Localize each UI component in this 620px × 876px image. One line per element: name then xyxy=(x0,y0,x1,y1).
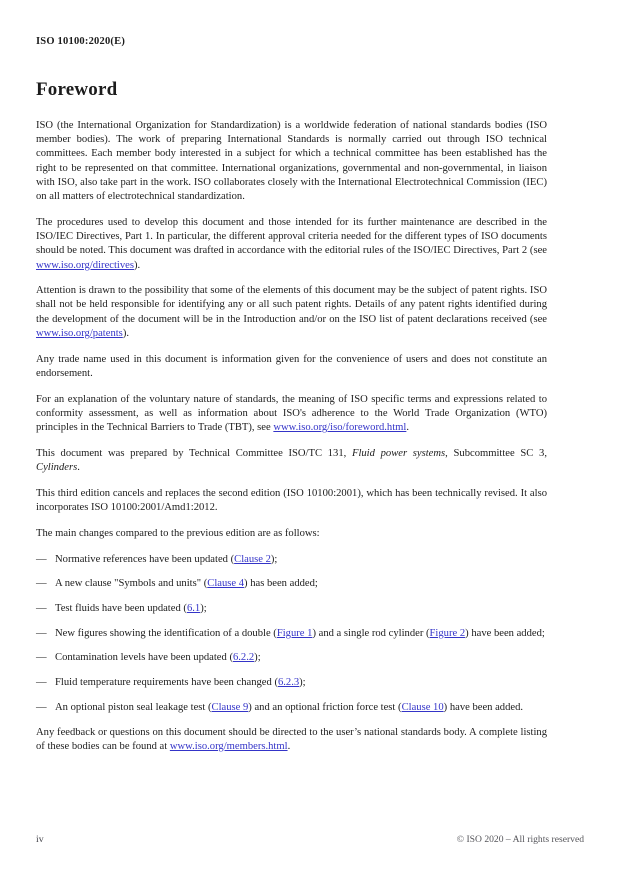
list-item-text-after: ) has been added; xyxy=(244,578,318,590)
paragraph-procedures xyxy=(36,216,547,273)
paragraph-technical-committee-text-after: . xyxy=(77,462,80,474)
list-item xyxy=(36,701,547,715)
link-figure-1[interactable]: Figure 1 xyxy=(276,627,313,639)
list-item xyxy=(36,553,547,567)
link-clause-10[interactable]: Clause 10 xyxy=(401,701,444,713)
list-bullet-dash: — xyxy=(36,677,47,689)
link-clause-9[interactable]: Clause 9 xyxy=(211,701,249,713)
paragraph-procedures-text-after: ). xyxy=(133,259,141,271)
link-iso-foreword[interactable]: www.iso.org/iso/foreword.html xyxy=(273,422,407,434)
paragraph-edition-history: This third edition cancels and replaces the second edition (ISO 10100:2001), which has been technically revised. It also incorporates ISO 10100:2001/Amd1:2012. xyxy=(36,487,547,514)
document-body xyxy=(36,80,547,766)
paragraph-trade-name: Any trade name used in this document is information given for the convenience of users and does not constitute an endorsement. xyxy=(36,353,547,379)
list-item xyxy=(36,651,547,665)
list-item-text-after: ) have been added; xyxy=(465,627,545,639)
link-clause-4[interactable]: Clause 4 xyxy=(207,578,245,590)
paragraph-voluntary-nature-text-after: . xyxy=(406,422,410,434)
list-bullet-dash: — xyxy=(36,701,47,713)
paragraph-iso-description: ISO (the International Organization for Standardization) is a worldwide federation of national standards bodies (ISO member bodies). The work of preparing International Standards is normally carried out through ISO technical committees. Each member body interested in a subject for which a technical committee has been established has the right to be represented on that committee. International organizations, governmental and non-governmental, in liaison with ISO, also take part in the work. ISO collaborates closely with the International Electrotechnical Commission (IEC) on all matters of electrotechnical standardization. xyxy=(36,119,547,203)
changes-list xyxy=(36,553,547,716)
list-item-text-after: ); xyxy=(200,602,207,614)
list-item-text-before: Contamination levels have been updated ( xyxy=(55,652,233,664)
paragraph-feedback-text-after: . xyxy=(287,740,291,752)
list-item-text-before: Fluid temperature requirements have been changed ( xyxy=(55,677,278,689)
list-item-text-after: ) have been added. xyxy=(443,701,524,713)
paragraph-technical-committee-text-mid: , Subcommittee SC 3, xyxy=(445,447,548,459)
link-clause-2[interactable]: Clause 2 xyxy=(234,553,271,565)
list-bullet-dash: — xyxy=(36,578,47,590)
list-item xyxy=(36,676,547,690)
list-item-text-after: ); xyxy=(299,677,306,689)
list-bullet-dash: — xyxy=(36,652,47,664)
paragraph-voluntary-nature-text-before: For an explanation of the voluntary nature of standards, the meaning of ISO specific terms and expressions related to conformity assessment, as well as information about ISO's adherence to the World Trade Organization (WTO) principles in the Technical Barriers to Trade (TBT), see xyxy=(36,393,547,434)
paragraph-feedback xyxy=(36,726,547,754)
list-item-text-before: New figures showing the identification of a double ( xyxy=(55,627,277,639)
list-item-text-before: A new clause "Symbols and units" ( xyxy=(55,578,208,590)
paragraph-feedback-text-before: Any feedback or questions on this document should be directed to the user’s national standards body. A complete listing of these bodies can be found at xyxy=(36,726,547,752)
list-bullet-dash: — xyxy=(36,627,47,639)
list-item-text-before: Test fluids have been updated ( xyxy=(55,602,187,614)
list-item-text-before: Normative references have been updated ( xyxy=(55,553,235,565)
list-item-text-before: An optional piston seal leakage test ( xyxy=(55,701,212,713)
committee-title-fluid-power-systems: Fluid power systems xyxy=(351,447,446,459)
paragraph-patent-rights-text-after: ). xyxy=(122,327,129,339)
link-subclause-6-1[interactable]: 6.1 xyxy=(186,602,201,614)
link-iso-patents[interactable]: www.iso.org/patents xyxy=(36,327,123,339)
link-iso-directives[interactable]: www.iso.org/directives xyxy=(36,259,134,271)
page-number: iv xyxy=(36,834,44,845)
list-item-text-mid: ) and an optional friction force test ( xyxy=(248,701,402,713)
paragraph-technical-committee-text-before: This document was prepared by Technical Committee ISO/TC 131, xyxy=(36,447,352,459)
paragraph-main-changes-intro: The main changes compared to the previous edition are as follows: xyxy=(36,527,320,539)
link-subclause-6-2-2[interactable]: 6.2.2 xyxy=(232,652,255,664)
paragraph-technical-committee xyxy=(36,447,547,475)
running-head: ISO 10100:2020(E) xyxy=(36,36,126,47)
paragraph-procedures-text-before: The procedures used to develop this document and those intended for its further maintenance are described in the ISO/IEC Directives, Part 1. In particular, the different approval criteria needed for the different types of ISO documents should be noted. This document was drafted in accordance with the editorial rules of the ISO/IEC Directives, Part 2 (see xyxy=(36,216,547,257)
subcommittee-title-cylinders: Cylinders xyxy=(36,462,78,474)
list-item-text-after: ); xyxy=(254,652,261,664)
page-footer xyxy=(36,834,584,845)
paragraph-patent-rights xyxy=(36,284,547,341)
list-bullet-dash: — xyxy=(36,553,47,565)
list-item xyxy=(36,602,547,616)
list-item xyxy=(36,577,547,591)
list-bullet-dash: — xyxy=(36,602,47,614)
link-subclause-6-2-3[interactable]: 6.2.3 xyxy=(277,677,300,689)
list-item-text-after: ); xyxy=(270,553,278,565)
paragraph-voluntary-nature xyxy=(36,393,547,436)
link-iso-members[interactable]: www.iso.org/members.html xyxy=(169,740,288,752)
list-item xyxy=(36,627,547,641)
list-item-text-mid: ) and a single rod cylinder ( xyxy=(312,627,430,639)
page-title: Foreword xyxy=(36,79,118,100)
paragraph-patent-rights-text-before: Attention is drawn to the possibility that some of the elements of this document may be the subject of patent rights. ISO shall not be held responsible for identifying any or all such patent rights. Details of any patent rights identified during the development of the document will be in the Introduction and/or on the ISO list of patent declarations received (see xyxy=(36,285,547,325)
copyright-notice: © ISO 2020 – All rights reserved xyxy=(456,834,584,845)
link-figure-2[interactable]: Figure 2 xyxy=(429,627,466,639)
